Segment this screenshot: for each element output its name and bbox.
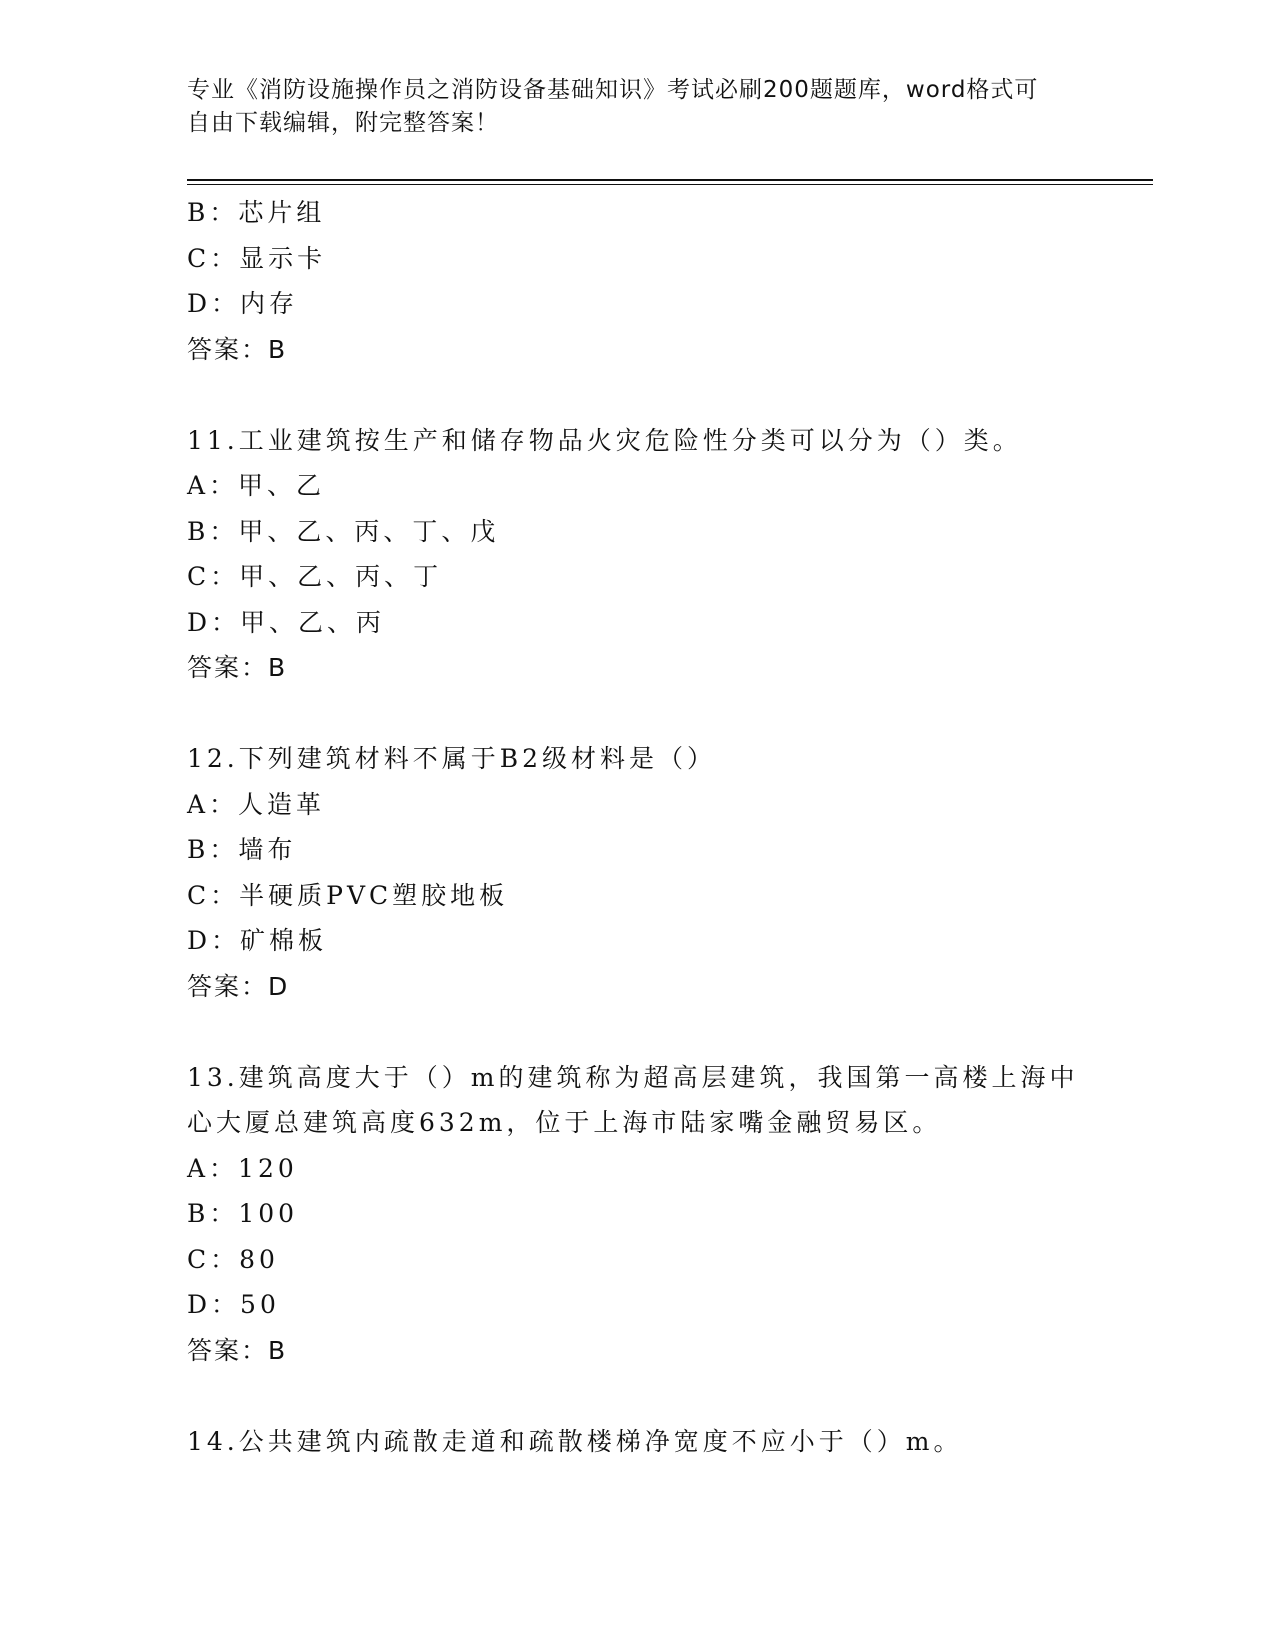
- q12-answer: 答案：D: [187, 971, 290, 1001]
- q11-option-d: D：甲、乙、丙: [187, 607, 386, 637]
- q13-option-c: C：80: [187, 1244, 279, 1274]
- q13-answer: 答案：B: [187, 1335, 288, 1365]
- header-rule-thick: [187, 179, 1153, 181]
- q11-option-c: C：甲、乙、丙、丁: [187, 562, 443, 591]
- q12-option-a: A：人造革: [187, 789, 326, 819]
- q10-option-b: B：芯片组: [187, 198, 326, 227]
- q12-option-b: B：墙布: [187, 835, 297, 864]
- q12-question: 12.下列建筑材料不属于B2级材料是（）: [187, 744, 717, 773]
- question-10-block: [187, 190, 1153, 372]
- q13-question-line-1: 13.建筑高度大于（）m的建筑称为超高层建筑，我国第一高楼上海中: [187, 1062, 1079, 1092]
- q10-option-d: D：内存: [187, 289, 299, 318]
- q13-question-line-2: 心大厦总建筑高度632m，位于上海市陆家嘴金融贸易区。: [187, 1108, 942, 1137]
- spacer: [187, 1373, 1153, 1419]
- question-13-block: [187, 1055, 1153, 1374]
- q11-option-a: A：甲、乙: [187, 471, 326, 500]
- spacer: [187, 1009, 1153, 1055]
- document-header: [187, 74, 1067, 140]
- q10-option-c: C：显示卡: [187, 243, 327, 273]
- q11-answer: 答案：B: [187, 653, 288, 682]
- spacer: [187, 691, 1153, 737]
- q14-question: 14.公共建筑内疏散走道和疏散楼梯净宽度不应小于（）m。: [187, 1426, 963, 1456]
- question-content: [187, 190, 1153, 1464]
- header-line-1: 专业《消防设施操作员之消防设备基础知识》考试必刷200题题库，word格式可: [187, 77, 1039, 103]
- question-14-block: [187, 1419, 1153, 1465]
- q13-option-d: D：50: [187, 1290, 280, 1319]
- question-12-block: [187, 736, 1153, 1009]
- q11-option-b: B：甲、乙、丙、丁、戊: [187, 516, 500, 546]
- q11-question: 11.工业建筑按生产和储存物品火灾危险性分类可以分为（）类。: [187, 425, 1022, 455]
- q12-option-c: C：半硬质PVC塑胶地板: [187, 880, 509, 910]
- q10-answer: 答案：B: [187, 334, 288, 364]
- q13-option-b: B：100: [187, 1199, 299, 1228]
- header-line-2: 自由下载编辑，附完整答案！: [187, 110, 499, 136]
- question-11-block: [187, 418, 1153, 691]
- q12-option-d: D：矿棉板: [187, 926, 328, 955]
- header-rule-thin: [187, 184, 1153, 185]
- q13-option-a: A：120: [187, 1153, 298, 1183]
- spacer: [187, 372, 1153, 418]
